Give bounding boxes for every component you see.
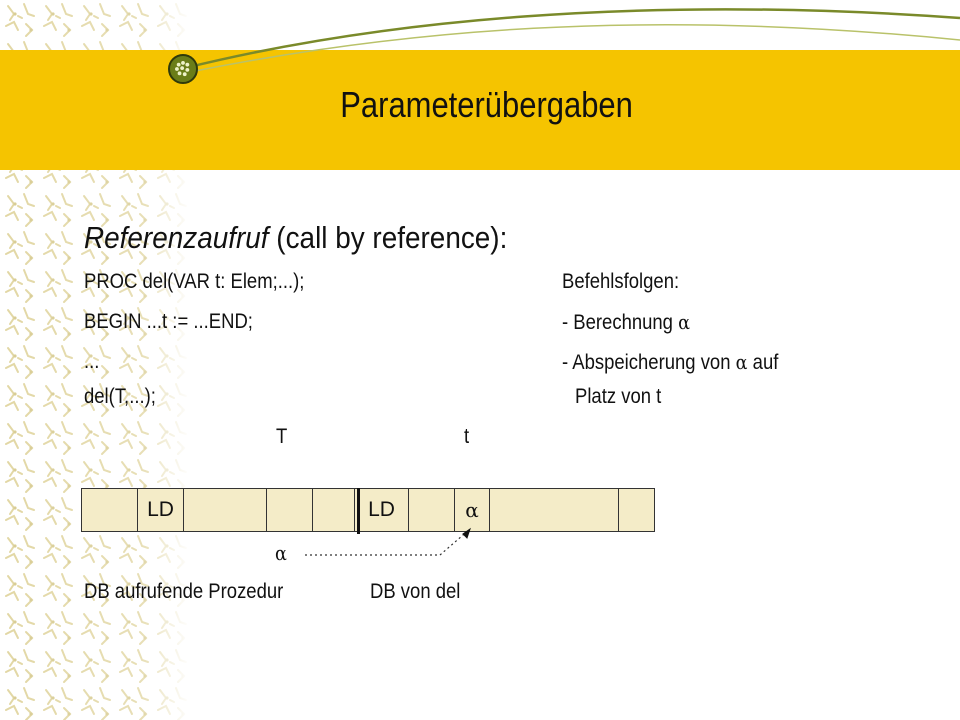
memory-cell: LD: [137, 488, 184, 532]
code-line-1: PROC del(VAR t: Elem;...);: [84, 270, 305, 293]
heading-rest: (call by reference):: [268, 220, 508, 255]
memory-cell: α: [454, 488, 490, 532]
step-2: [562, 350, 778, 375]
caption-callee: DB von del: [370, 580, 461, 603]
section-heading: [84, 220, 507, 256]
alpha-below: α: [275, 541, 287, 565]
code-line-3: ...: [84, 350, 100, 373]
slide-title: Parameterübergaben: [340, 84, 633, 125]
step-1: [562, 310, 690, 335]
code-line-2: BEGIN ...t := ...END;: [84, 310, 253, 333]
step-2-text: - Abspeicherung von: [562, 351, 731, 374]
alpha-symbol: α: [678, 310, 690, 334]
memory-cell: [489, 488, 619, 532]
code-line-4: del(T,...);: [84, 385, 156, 408]
caption-caller: DB aufrufende Prozedur: [84, 580, 284, 603]
memory-cell: [618, 488, 655, 532]
step-3: Platz von t: [575, 385, 662, 408]
pointer-arrow: [290, 525, 490, 565]
step-2-post: auf: [752, 351, 779, 374]
logo-icon: [168, 54, 198, 84]
steps-label: Befehlsfolgen:: [562, 270, 680, 293]
alpha-symbol: α: [735, 350, 748, 374]
var-label-T: T: [276, 425, 288, 448]
heading-italic: Referenzaufruf: [84, 220, 269, 255]
memory-cell: [183, 488, 267, 532]
var-label-t: t: [464, 425, 470, 448]
memory-cell: [81, 488, 138, 532]
step-1-text: - Berechnung: [562, 311, 673, 334]
memory-cell: LD: [354, 488, 409, 532]
